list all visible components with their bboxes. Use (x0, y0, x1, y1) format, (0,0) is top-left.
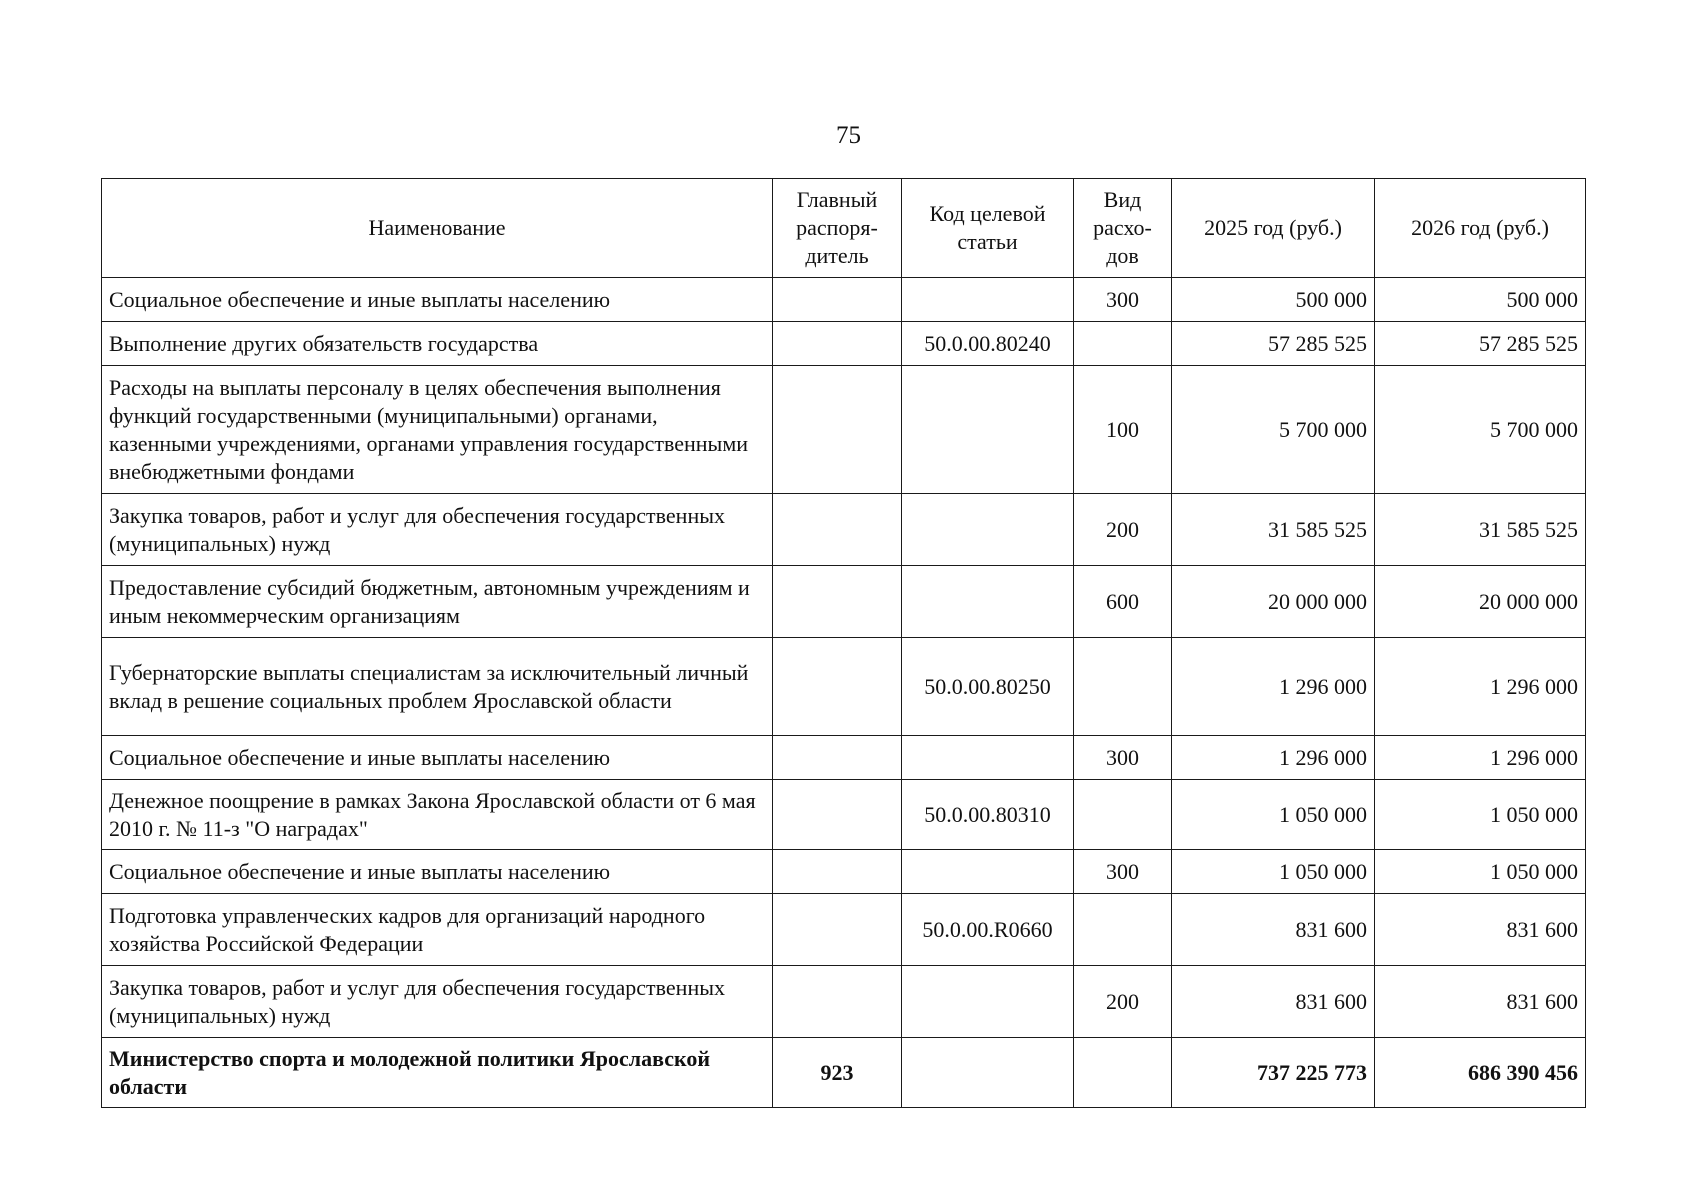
row-admin-cell: 923 (773, 1038, 902, 1108)
row-code-cell (902, 494, 1074, 566)
row-2026-cell: 1 050 000 (1375, 780, 1586, 850)
row-code-cell (902, 278, 1074, 322)
row-2025-cell: 737 225 773 (1172, 1038, 1375, 1108)
row-type-cell: 100 (1074, 366, 1172, 494)
row-admin-cell (773, 736, 902, 780)
row-name-cell: Подготовка управленческих кадров для организаций народного хозяйства Российской Федерации (102, 894, 773, 966)
row-2025-cell: 20 000 000 (1172, 566, 1375, 638)
row-name-cell: Денежное поощрение в рамках Закона Ярославской области от 6 мая 2010 г. № 11-з "О наградах" (102, 780, 773, 850)
table-row (102, 322, 1586, 366)
row-name-cell: Расходы на выплаты персоналу в целях обеспечения выполнения функций государственными (муниципальными) органами, казенными учреждениями, органами управления государственными внебюджетными фондами (102, 366, 773, 494)
header-admin: Главный распоря- дитель (773, 179, 902, 278)
row-code-cell (902, 850, 1074, 894)
row-code-cell: 50.0.00.R0660 (902, 894, 1074, 966)
row-code-cell (902, 966, 1074, 1038)
page-number: 75 (836, 122, 861, 149)
row-admin-cell (773, 366, 902, 494)
row-2025-cell: 831 600 (1172, 966, 1375, 1038)
table-body (102, 278, 1586, 1108)
row-2026-cell: 1 296 000 (1375, 638, 1586, 736)
row-2025-cell: 831 600 (1172, 894, 1375, 966)
row-type-cell (1074, 322, 1172, 366)
row-2026-cell: 57 285 525 (1375, 322, 1586, 366)
row-2026-cell: 500 000 (1375, 278, 1586, 322)
table-row (102, 566, 1586, 638)
row-code-cell: 50.0.00.80240 (902, 322, 1074, 366)
row-admin-cell (773, 278, 902, 322)
row-code-cell (902, 366, 1074, 494)
table-row (102, 780, 1586, 850)
row-2026-cell: 31 585 525 (1375, 494, 1586, 566)
row-name-cell: Социальное обеспечение и иные выплаты населению (102, 736, 773, 780)
row-type-cell (1074, 1038, 1172, 1108)
row-2026-cell: 5 700 000 (1375, 366, 1586, 494)
table-row (102, 850, 1586, 894)
row-type-cell (1074, 638, 1172, 736)
table-row (102, 1038, 1586, 1108)
header-name: Наименование (102, 179, 773, 278)
row-name-cell: Закупка товаров, работ и услуг для обеспечения государственных (муниципальных) нужд (102, 966, 773, 1038)
row-name-cell: Социальное обеспечение и иные выплаты населению (102, 278, 773, 322)
row-2026-cell: 831 600 (1375, 894, 1586, 966)
table-row (102, 736, 1586, 780)
row-admin-cell (773, 494, 902, 566)
row-code-cell: 50.0.00.80250 (902, 638, 1074, 736)
row-admin-cell (773, 322, 902, 366)
row-admin-cell (773, 566, 902, 638)
table-row (102, 278, 1586, 322)
row-code-cell: 50.0.00.80310 (902, 780, 1074, 850)
row-type-cell (1074, 780, 1172, 850)
header-code: Код целевой статьи (902, 179, 1074, 278)
row-code-cell (902, 566, 1074, 638)
table-row (102, 366, 1586, 494)
row-2026-cell: 831 600 (1375, 966, 1586, 1038)
header-type: Вид расхо- дов (1074, 179, 1172, 278)
table-row (102, 494, 1586, 566)
table-row (102, 966, 1586, 1038)
row-2025-cell: 31 585 525 (1172, 494, 1375, 566)
row-2025-cell: 1 050 000 (1172, 780, 1375, 850)
row-name-cell: Губернаторские выплаты специалистам за исключительный личный вклад в решение социальных проблем Ярославской области (102, 638, 773, 736)
row-2025-cell: 5 700 000 (1172, 366, 1375, 494)
row-name-cell: Закупка товаров, работ и услуг для обеспечения государственных (муниципальных) нужд (102, 494, 773, 566)
row-admin-cell (773, 966, 902, 1038)
row-type-cell: 300 (1074, 736, 1172, 780)
row-name-cell: Выполнение других обязательств государства (102, 322, 773, 366)
row-admin-cell (773, 894, 902, 966)
row-2025-cell: 1 296 000 (1172, 736, 1375, 780)
header-2026: 2026 год (руб.) (1375, 179, 1586, 278)
row-2026-cell: 20 000 000 (1375, 566, 1586, 638)
header-2025: 2025 год (руб.) (1172, 179, 1375, 278)
row-name-cell: Министерство спорта и молодежной политики Ярославской области (102, 1038, 773, 1108)
row-2025-cell: 500 000 (1172, 278, 1375, 322)
row-2026-cell: 686 390 456 (1375, 1038, 1586, 1108)
row-type-cell: 300 (1074, 278, 1172, 322)
row-2025-cell: 57 285 525 (1172, 322, 1375, 366)
row-admin-cell (773, 850, 902, 894)
row-type-cell: 600 (1074, 566, 1172, 638)
row-type-cell: 300 (1074, 850, 1172, 894)
row-name-cell: Социальное обеспечение и иные выплаты населению (102, 850, 773, 894)
row-2025-cell: 1 050 000 (1172, 850, 1375, 894)
table-header-row (102, 179, 1586, 278)
row-2026-cell: 1 050 000 (1375, 850, 1586, 894)
table-row (102, 894, 1586, 966)
row-type-cell: 200 (1074, 966, 1172, 1038)
row-type-cell: 200 (1074, 494, 1172, 566)
row-name-cell: Предоставление субсидий бюджетным, автономным учреждениям и иным некоммерческим организациям (102, 566, 773, 638)
row-2025-cell: 1 296 000 (1172, 638, 1375, 736)
row-type-cell (1074, 894, 1172, 966)
row-code-cell (902, 736, 1074, 780)
row-2026-cell: 1 296 000 (1375, 736, 1586, 780)
table-row (102, 638, 1586, 736)
row-admin-cell (773, 638, 902, 736)
row-admin-cell (773, 780, 902, 850)
budget-table (101, 178, 1586, 1108)
row-code-cell (902, 1038, 1074, 1108)
